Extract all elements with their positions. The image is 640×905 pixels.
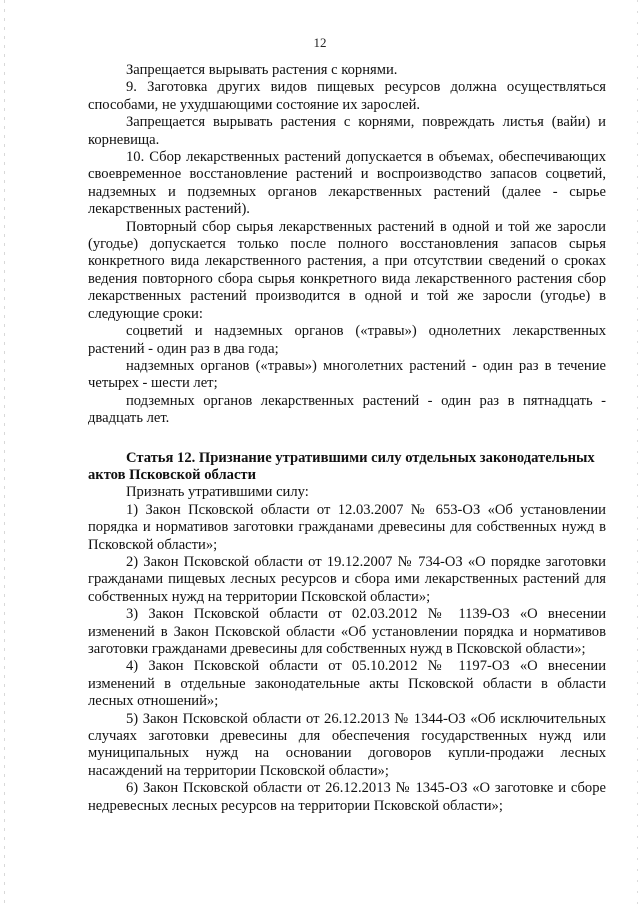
paragraph: Запрещается вырывать растения с корнями, повреждать листья (вайи) и корневища.: [88, 114, 606, 148]
article-heading: [88, 449, 606, 485]
article-intro: Признать утратившими силу:: [126, 484, 309, 501]
paragraph: надземных органов («травы») многолетних растений - один раз в течение четырех - шести лет;: [88, 357, 606, 392]
page-number: 12: [313, 35, 327, 50]
article-item: 6) Закон Псковской области от 26.12.2013 № 1345-ОЗ «О заготовке и сборе недревесных лесных ресурсов на территории Псковской области»;: [88, 780, 606, 814]
paragraph: соцветий и надземных органов («травы») однолетних лекарственных растений - один раз в два года;: [88, 323, 606, 357]
article-item: 2) Закон Псковской области от 19.12.2007 № 734-ОЗ «О порядке заготовки гражданами пищевых лесных ресурсов и сбора ими лекарственных растений для собственных нужд на территории Псковской области»;: [88, 553, 606, 605]
scan-edge-right: [637, 0, 638, 905]
paragraph: подземных органов лекарственных растений - один раз в пятнадцать - двадцать лет.: [88, 392, 606, 427]
article-item: 4) Закон Псковской области от 05.10.2012 № 1197-ОЗ «О внесении изменений в отдельные законодательные акты Псковской области в области лесных отношений»;: [88, 658, 606, 710]
paragraph: 9. Заготовка других видов пищевых ресурсов должна осуществляться способами, не ухудшающими состояние их зарослей.: [88, 79, 606, 113]
article-item: 5) Закон Псковской области от 26.12.2013 № 1344-ОЗ «Об исключительных случаях заготовки древесины для обеспечения государственных нужд или муниципальных нужд на основании договоров купли-продажи лесных насаждений на территории Псковской области»;: [88, 710, 606, 779]
article-item: 1) Закон Псковской области от 12.03.2007 № 653-ОЗ «Об установлении порядка и нормативов заготовки гражданами древесины для собственных нужд в Псковской области»;: [88, 501, 606, 553]
article-heading-line1: Статья 12. Признание утратившими силу отдельных законодательных: [126, 449, 595, 466]
article-heading-line2: актов Псковской области: [88, 466, 256, 483]
scan-edge-left: [4, 0, 5, 905]
paragraph: 10. Сбор лекарственных растений допускается в объемах, обеспечивающих своевременное восстановление растений и воспроизводство запасов соцветий, надземных и подземных органов лекарственных растений (далее - сырье лекарственных растений).: [88, 149, 606, 218]
article-item: 3) Закон Псковской области от 02.03.2012 № 1139-ОЗ «О внесении изменений в Закон Псковской области «Об установлении порядка и нормативов заготовки гражданами древесины для собственных нужд в Псковской области»;: [88, 606, 606, 657]
document-body: [88, 62, 606, 815]
paragraph: Повторный сбор сырья лекарственных растений в одной и той же заросли (угодье) допускается только после полного восстановления запасов сырья конкретного вида лекарственного растения, а при отсутствии сведений о сроках ведения повторного сбора сырья конкретного вида лекарственного растения сбор лекарственных растений производится в одной и той же заросли (угодье) в следующие сроки:: [88, 218, 606, 322]
paragraph: Запрещается вырывать растения с корнями.: [126, 62, 398, 78]
